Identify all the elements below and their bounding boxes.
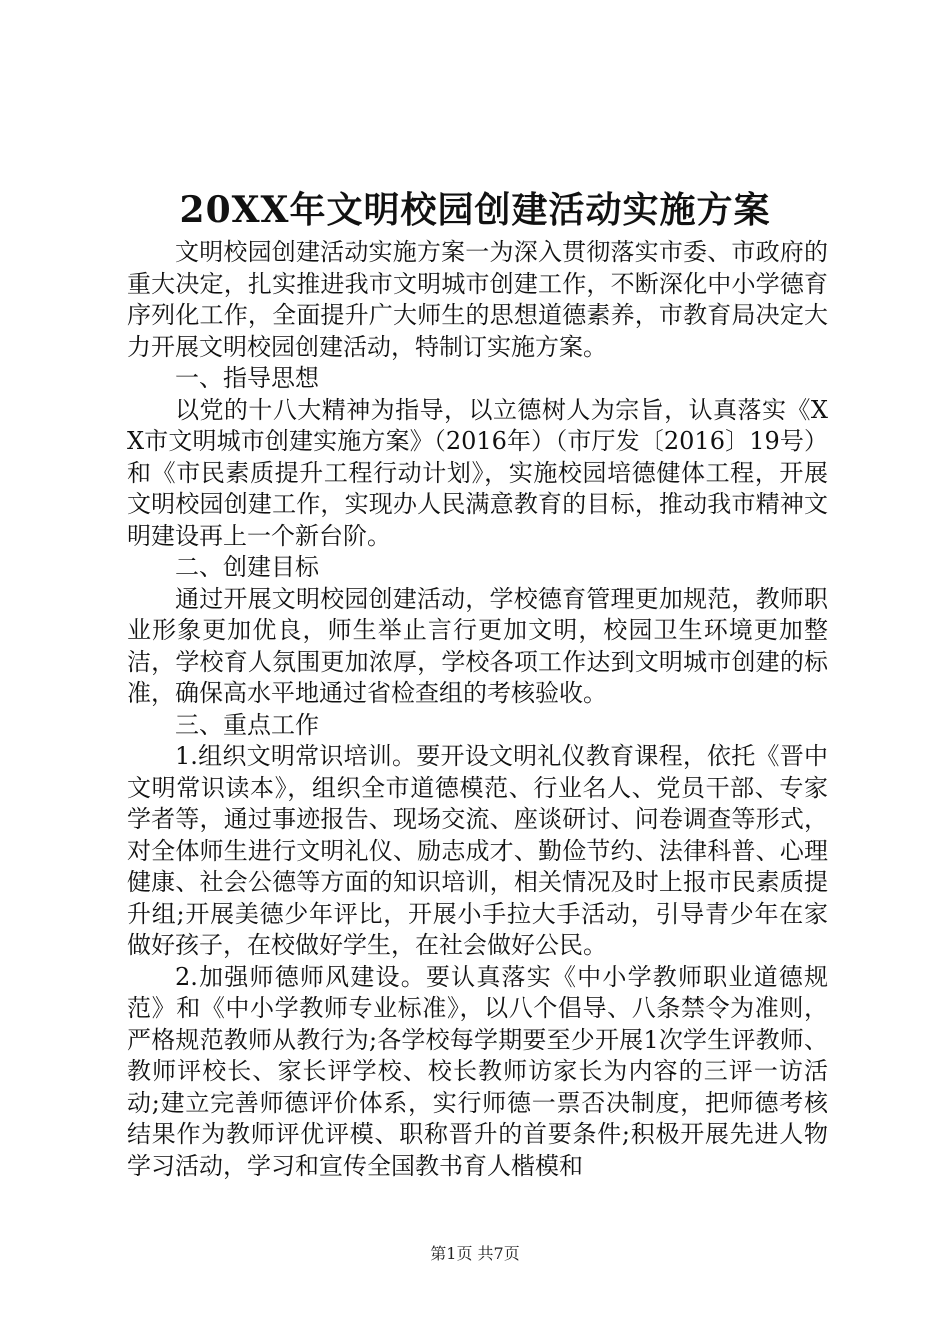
goals-paragraph: 通过开展文明校园创建活动，学校德育管理更加规范，教师职业形象更加优良，师生举止言行更加文明，校园卫生环境更加整洁，学校育人氛围更加浓厚，学校各项工作达到文明城市创建的标准，确保高水平地通过省检查组的考核验收。 [127,584,828,707]
section-heading-key-work: 三、重点工作 [175,710,319,739]
guiding-ideology-paragraph: 以党的十八大精神为指导，以立德树人为宗旨，认真落实《XX市文明城市创建实施方案》（2016年）（市厅发〔2016〕19号）和《市民素质提升工程行动计划》，实施校园培德健体工程，开展文明校园创建工作，实现办人民满意教育的目标，推动我市精神文明建设再上一个新台阶。 [127,395,828,550]
key-work-item-2: 2.加强师德师风建设。要认真落实《中小学教师职业道德规范》和《中小学教师专业标准》，以八个倡导、八条禁令为准则，严格规范教师从教行为;各学校每学期要至少开展1次学生评教师、教师评校长、家长评学校、校长教师访家长为内容的三评一访活动;建立完善师德评价体系，实行师德一票否决制度，把师德考核结果作为教师评优评模、职称晋升的首要条件;积极开展先进人物学习活动，学习和宣传全国教书育人楷模和 [127,962,828,1180]
key-work-item-1: 1.组织文明常识培训。要开设文明礼仪教育课程，依托《晋中文明常识读本》，组织全市道德模范、行业名人、党员干部、专家学者等，通过事迹报告、现场交流、座谈研讨、问卷调查等形式，对全体师生进行文明礼仪、励志成才、勤俭节约、法律科普、心理健康、社会公德等方面的知识培训，相关情况及时上报市民素质提升组;开展美德少年评比，开展小手拉大手活动，引导青少年在家做好孩子，在校做好学生，在社会做好公民。 [127,742,828,959]
page-number-footer: 第1页 共7页 [430,1244,520,1263]
section-heading-goals: 二、创建目标 [175,553,319,581]
section-heading-guiding-ideology: 一、指导思想 [175,364,319,392]
document-title: 20XX年文明校园创建活动实施方案 [179,189,771,231]
intro-paragraph: 文明校园创建活动实施方案一为深入贯彻落实市委、市政府的重大决定，扎实推进我市文明城市创建工作，不断深化中小学德育序列化工作，全面提升广大师生的思想道德素养，市教育局决定大力开展文明校园创建活动，特制订实施方案。 [127,238,828,361]
document-body [127,237,828,1182]
